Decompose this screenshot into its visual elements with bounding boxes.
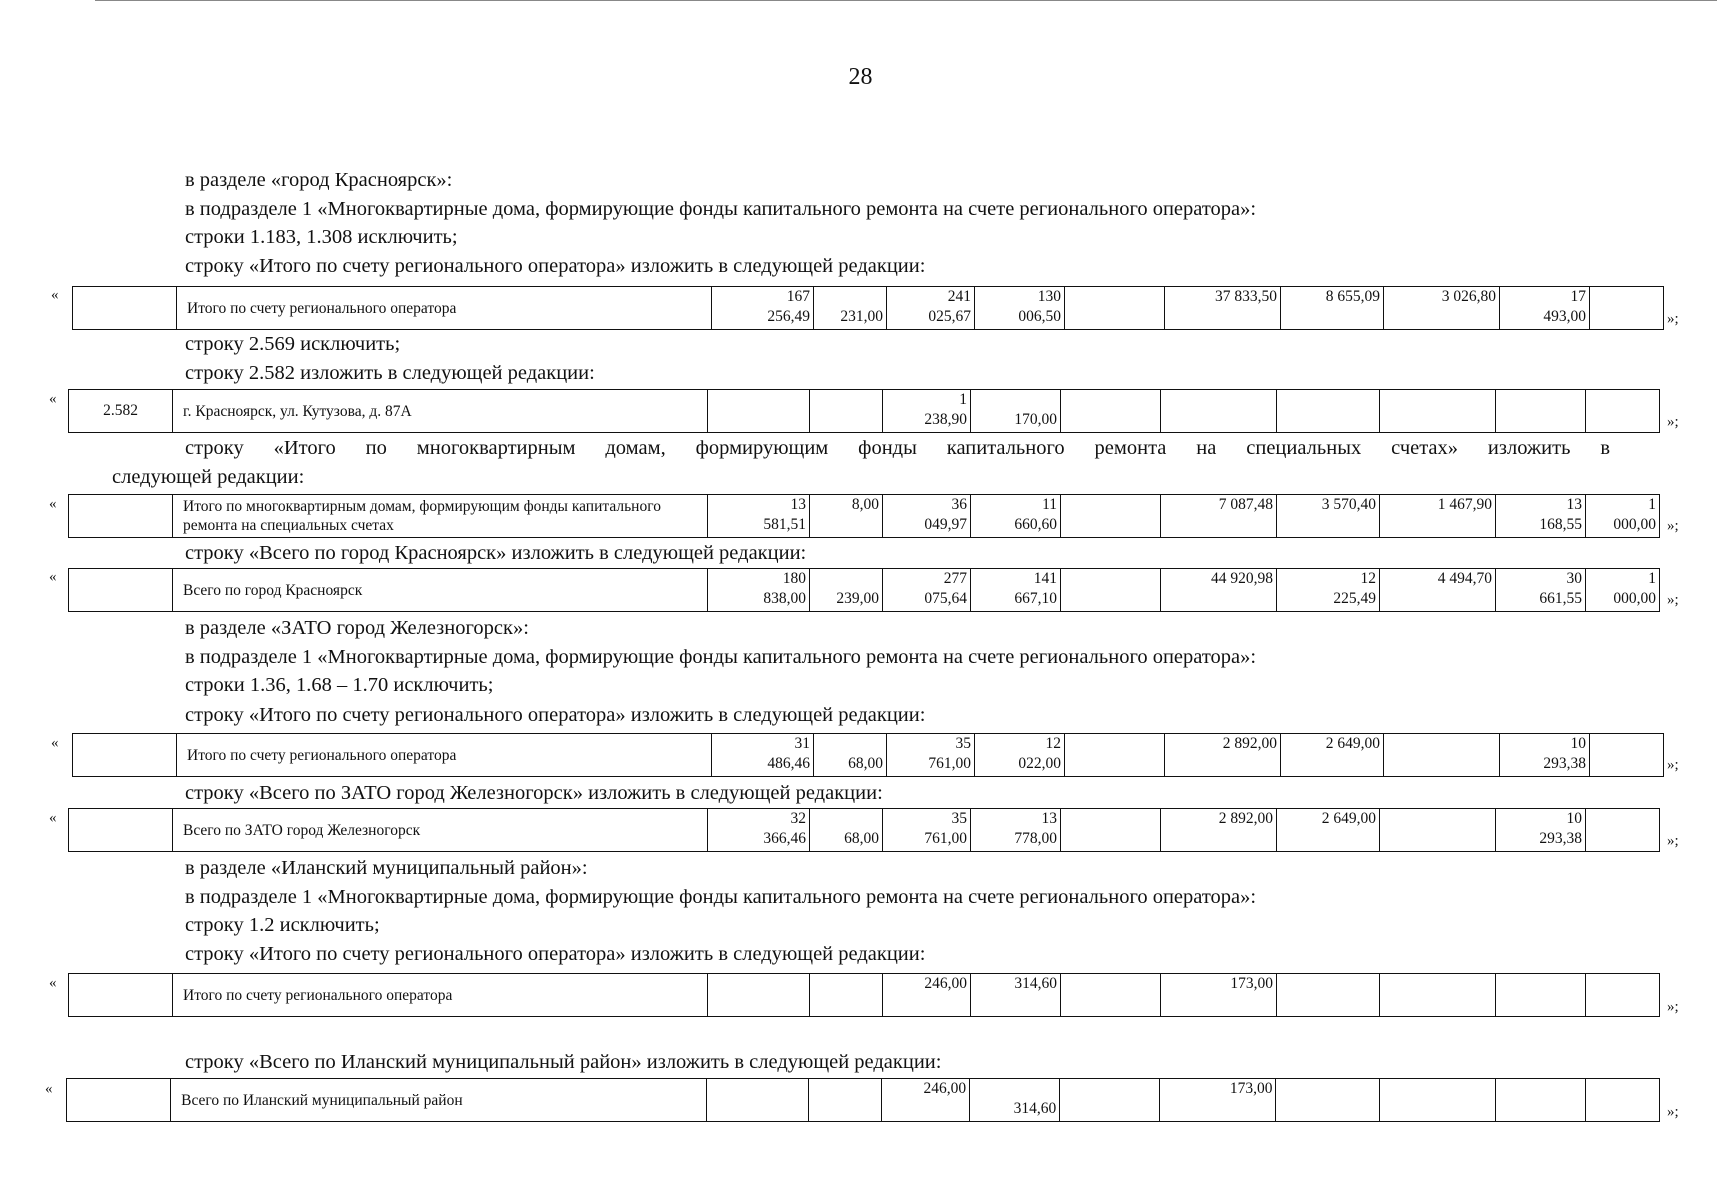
value-cell [1384,734,1500,777]
value-cell [1585,1079,1659,1122]
cell-value-top [813,809,879,829]
cell-value-top: 1 [1648,496,1656,513]
value-cell [1161,390,1277,433]
text-line: строку «Итого по счету регионального оператора» изложить в следующей редакции: [185,704,926,726]
value-cell [1281,734,1384,777]
cell-value-top [1064,569,1157,589]
table-row [69,569,1660,612]
value-cell [971,390,1061,433]
row-number-cell [69,569,173,612]
row-name-cell: Итого по счету регионального оператора [177,287,712,330]
cell-value-top: 2 892,00 [1218,810,1273,827]
value-cell [1496,974,1586,1017]
cell-value-top: 35 [951,810,967,827]
row-number-cell [69,809,173,852]
cell-value-bottom: 68,00 [848,755,883,772]
value-cell [1496,495,1586,538]
value-cell [712,287,814,330]
value-cell [1380,569,1496,612]
text-line: строку 1.2 исключить; [185,914,380,936]
cell-value-top [813,569,879,589]
cell-value-top: 13 [1566,496,1582,513]
value-cell [708,569,810,612]
value-cell [883,809,971,852]
value-cell [1586,390,1660,433]
cell-value-top [813,390,879,410]
cell-value-top: 246,00 [923,1080,967,1097]
cell-value-bottom: 006,50 [1018,308,1061,325]
cell-value-top: 1 [1648,570,1656,587]
cell-value-top [1383,1079,1492,1099]
cell-value-top [1383,974,1492,994]
value-cell [1061,974,1161,1017]
value-cell [883,569,971,612]
cell-value-top [1387,734,1496,754]
table-row [69,974,1660,1017]
cell-value-top [1164,390,1273,410]
cell-value-top: 12 [1045,735,1061,752]
row-number-cell [73,287,177,330]
cell-value-top: 12 [1360,570,1376,587]
value-cell [1061,809,1161,852]
table-row [73,287,1664,330]
open-quote: « [49,569,57,585]
value-cell [1496,569,1586,612]
value-cell [971,495,1061,538]
value-cell [1065,287,1165,330]
cell-value-bottom: 238,90 [924,411,967,428]
cell-value-top [973,1079,1056,1099]
data-table-row [72,733,1664,777]
text-line: в разделе «город Красноярск»: [185,169,453,191]
cell-value-top [710,1079,805,1099]
text-line: строки 1.36, 1.68 – 1.70 исключить; [185,674,494,696]
cell-value-top: 3 570,40 [1321,496,1376,513]
cell-value-bottom: 838,00 [763,590,806,607]
open-quote: « [49,391,57,407]
value-cell [1281,287,1384,330]
cell-value-top [1064,809,1157,829]
data-table-row [72,286,1664,330]
value-cell [1061,569,1161,612]
data-table-row [68,494,1660,538]
cell-value-top [1383,390,1492,410]
open-quote: « [49,496,57,512]
cell-value-top: 167 [786,288,810,305]
value-cell [1161,974,1277,1017]
data-table-row [68,808,1660,852]
cell-value-bottom: 000,00 [1613,590,1656,607]
close-quote: »; [1667,757,1679,773]
value-cell [1161,495,1277,538]
table-row [69,390,1660,433]
value-cell [1065,734,1165,777]
value-cell [706,1079,808,1122]
cell-value-top [1499,1079,1582,1099]
value-cell [1590,287,1664,330]
value-cell [810,495,883,538]
text-line: в подразделе 1 «Многоквартирные дома, формирующие фонды капитального ремонта на счете регионального оператора»: [185,886,1257,908]
data-table-row [66,1078,1660,1122]
cell-value-bottom: 486,46 [767,755,810,772]
cell-value-top: 35 [955,735,971,752]
cell-value-top: 11 [1042,496,1057,513]
value-cell [810,974,883,1017]
text-line: строку «Всего по город Красноярск» изложить в следующей редакции: [185,542,807,564]
value-cell [1496,390,1586,433]
text-line: строку «Всего по ЗАТО город Железногорск» изложить в следующей редакции: [185,782,883,804]
value-cell [1586,569,1660,612]
cell-value-top [812,1079,878,1099]
value-cell [1161,809,1277,852]
cell-value-top: 13 [790,496,806,513]
cell-value-bottom: 231,00 [840,308,883,325]
value-cell [975,287,1065,330]
value-cell [814,287,887,330]
cell-value-bottom: 314,60 [1013,1100,1057,1117]
text-line: строку «Итого по счету регионального оператора» изложить в следующей редакции: [185,255,926,277]
page-number: 28 [848,64,873,90]
value-cell [1590,734,1664,777]
cell-value-bottom: 049,97 [924,516,967,533]
cell-value-top [1589,390,1656,410]
value-cell [1277,569,1380,612]
cell-value-top [711,390,806,410]
row-number-cell [69,495,173,538]
cell-value-top [974,390,1057,410]
text-line: строку «Итого по многоквартирным домам, формирующим фонды капитального ремонта на специальных счетах» изложить в [185,437,1610,459]
cell-value-top: 173,00 [1230,975,1273,992]
cell-value-top: 1 [959,391,967,408]
row-name-cell: г. Красноярск, ул. Кутузова, д. 87А [173,390,708,433]
row-number-cell [73,734,177,777]
cell-value-top: 36 [951,496,967,513]
cell-value-top: 10 [1570,735,1586,752]
cell-value-top: 7 087,48 [1218,496,1273,513]
cell-value-top: 4 494,70 [1437,570,1492,587]
cell-value-top: 173,00 [1229,1080,1273,1097]
value-cell [1586,974,1660,1017]
cell-value-top: 314,60 [1014,975,1057,992]
cell-value-bottom: 581,51 [763,516,806,533]
cell-value-bottom: 170,00 [1014,411,1057,428]
value-cell [1165,287,1281,330]
text-line: в подразделе 1 «Многоквартирные дома, формирующие фонды капитального ремонта на счете регионального оператора»: [185,646,1257,668]
table-row [73,734,1664,777]
cell-value-top: 2 892,00 [1222,735,1277,752]
close-quote: »; [1667,1104,1679,1120]
value-cell [1061,495,1161,538]
cell-value-top [813,974,879,994]
value-cell [708,974,810,1017]
close-quote: »; [1667,592,1679,608]
close-quote: »; [1667,999,1679,1015]
value-cell [1380,495,1496,538]
row-number-cell [67,1079,171,1122]
text-line: строку «Всего по Иланский муниципальный район» изложить в следующей редакции: [185,1051,942,1073]
value-cell [883,495,971,538]
cell-value-top: 8 655,09 [1325,288,1380,305]
cell-value-top: 44 920,98 [1211,570,1273,587]
value-cell [1160,1079,1276,1122]
cell-value-top [817,287,883,307]
cell-value-bottom: 493,00 [1543,308,1586,325]
cell-value-top: 241 [947,288,971,305]
close-quote: »; [1667,518,1679,534]
row-name-cell: Итого по счету регионального оператора [173,974,708,1017]
value-cell [1380,974,1496,1017]
cell-value-top [1499,390,1582,410]
text-line: строку «Итого по счету регионального оператора» изложить в следующей редакции: [185,943,926,965]
value-cell [1165,734,1281,777]
cell-value-top: 277 [943,570,967,587]
cell-value-bottom: 239,00 [836,590,879,607]
cell-value-bottom: 025,67 [928,308,971,325]
cell-value-top [1063,1079,1156,1099]
cell-value-top: 8,00 [851,496,879,513]
cell-value-bottom: 366,46 [763,830,806,847]
value-cell [887,287,975,330]
value-cell [808,1079,881,1122]
value-cell [1061,390,1161,433]
value-cell [971,809,1061,852]
row-number-cell: 2.582 [69,390,173,433]
cell-value-top [1068,734,1161,754]
cell-value-top: 130 [1037,288,1061,305]
value-cell [971,569,1061,612]
value-cell [814,734,887,777]
cell-value-bottom: 667,10 [1014,590,1057,607]
close-quote: »; [1667,311,1679,327]
cell-value-top: 2 649,00 [1325,735,1380,752]
cell-value-bottom: 778,00 [1014,830,1057,847]
cell-value-top [1280,390,1376,410]
cell-value-bottom: 68,00 [844,830,879,847]
cell-value-top: 2 649,00 [1321,810,1376,827]
table-row [69,495,1660,538]
text-line: следующей редакции: [112,466,305,488]
row-name-cell: Всего по ЗАТО город Железногорск [173,809,708,852]
close-quote: »; [1667,414,1679,430]
table-row [69,809,1660,852]
row-name-cell: Итого по многоквартирным домам, формирующим фонды капитального ремонта на специальных счетах [173,495,708,538]
value-cell [1586,495,1660,538]
value-cell [1277,809,1380,852]
cell-value-top [1064,390,1157,410]
text-line: в подразделе 1 «Многоквартирные дома, формирующие фонды капитального ремонта на счете регионального оператора»: [185,198,1257,220]
data-table-row [68,973,1660,1017]
cell-value-top [1593,287,1660,307]
cell-value-top: 141 [1033,570,1057,587]
text-line: строки 1.183, 1.308 исключить; [185,226,458,248]
value-cell [712,734,814,777]
text-line: строку 2.569 исключить; [185,333,401,355]
text-line: строку 2.582 изложить в следующей редакции: [185,362,595,384]
value-cell [971,974,1061,1017]
value-cell [1277,390,1380,433]
row-name-cell: Итого по счету регионального оператора [177,734,712,777]
cell-value-bottom: 761,00 [928,755,971,772]
open-quote: « [45,1081,53,1097]
cell-value-top: 10 [1566,810,1582,827]
cell-value-top: 180 [782,570,806,587]
value-cell [1500,734,1590,777]
cell-value-bottom: 168,55 [1539,516,1582,533]
cell-value-bottom: 761,00 [924,830,967,847]
value-cell [1495,1079,1585,1122]
cell-value-top: 37 833,50 [1215,288,1277,305]
value-cell [708,390,810,433]
cell-value-top [711,974,806,994]
cell-value-top: 30 [1566,570,1582,587]
cell-value-bottom: 293,38 [1543,755,1586,772]
cell-value-top [1279,1079,1375,1099]
value-cell [1586,809,1660,852]
cell-value-top: 246,00 [924,975,967,992]
data-table-row [68,389,1660,433]
value-cell [1379,1079,1495,1122]
row-name-cell: Всего по Иланский муниципальный район [171,1079,707,1122]
value-cell [1500,287,1590,330]
table-row [67,1079,1660,1122]
cell-value-top [1064,495,1157,515]
open-quote: « [49,810,57,826]
value-cell [1380,809,1496,852]
value-cell [1060,1079,1160,1122]
value-cell [810,809,883,852]
cell-value-top: 1 467,90 [1437,496,1492,513]
value-cell [970,1079,1060,1122]
cell-value-top [1280,974,1376,994]
cell-value-bottom: 022,00 [1018,755,1061,772]
cell-value-top [1589,1079,1656,1099]
value-cell [975,734,1065,777]
value-cell [1161,569,1277,612]
cell-value-bottom: 225,49 [1333,590,1376,607]
cell-value-bottom: 256,49 [767,308,810,325]
value-cell [883,390,971,433]
cell-value-top [1499,974,1582,994]
value-cell [883,974,971,1017]
cell-value-top [1589,974,1656,994]
value-cell [1277,495,1380,538]
row-name-cell: Всего по город Красноярск [173,569,708,612]
cell-value-bottom: 000,00 [1613,516,1656,533]
value-cell [1380,390,1496,433]
cell-value-top: 32 [790,810,806,827]
value-cell [1276,1079,1379,1122]
value-cell [1277,974,1380,1017]
text-line: в разделе «Иланский муниципальный район»: [185,857,588,879]
cell-value-bottom: 660,60 [1014,516,1057,533]
value-cell [810,569,883,612]
text-line: в разделе «ЗАТО город Железногорск»: [185,617,529,639]
cell-value-top: 31 [794,735,810,752]
value-cell [708,495,810,538]
value-cell [1496,809,1586,852]
cell-value-top [1064,974,1157,994]
cell-value-bottom: 661,55 [1539,590,1582,607]
cell-value-top [1589,809,1656,829]
open-quote: « [51,735,59,751]
value-cell [810,390,883,433]
open-quote: « [49,975,57,991]
open-quote: « [51,287,59,303]
cell-value-top: 13 [1041,810,1057,827]
cell-value-bottom: 075,64 [924,590,967,607]
close-quote: »; [1667,833,1679,849]
top-border-line [95,0,1717,1]
data-table-row [68,568,1660,612]
value-cell [708,809,810,852]
cell-value-top [817,734,883,754]
value-cell [1384,287,1500,330]
row-number-cell [69,974,173,1017]
cell-value-top: 3 026,80 [1441,288,1496,305]
value-cell [882,1079,970,1122]
cell-value-top [1593,734,1660,754]
cell-value-bottom: 293,38 [1539,830,1582,847]
cell-value-top [1383,809,1492,829]
value-cell [887,734,975,777]
cell-value-top [1068,287,1161,307]
cell-value-top: 17 [1570,288,1586,305]
